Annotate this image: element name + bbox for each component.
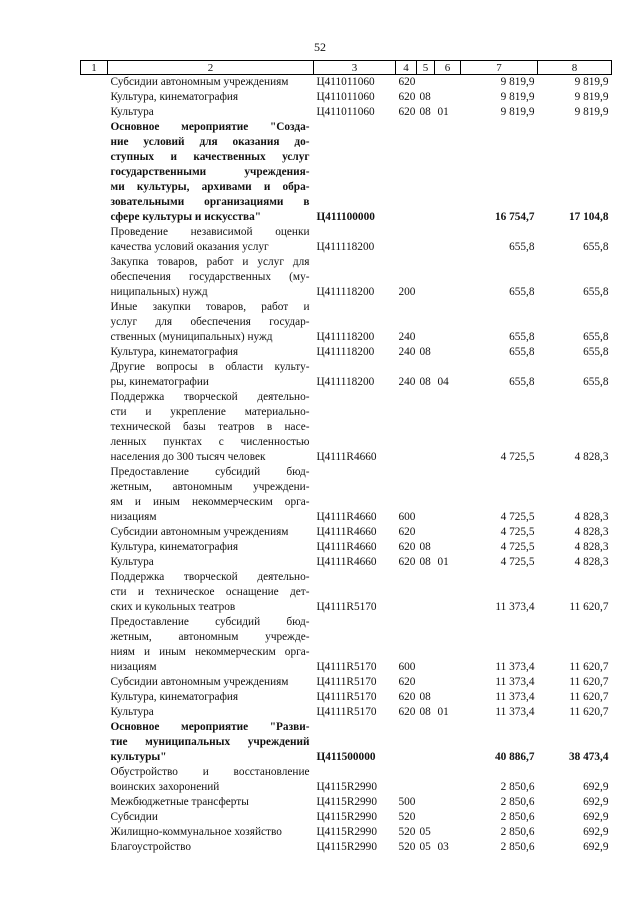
col-index-cell bbox=[81, 825, 108, 840]
row-code: Ц411011060 bbox=[316, 106, 375, 118]
row-col4: 240 bbox=[398, 376, 416, 388]
row-col4 bbox=[396, 720, 417, 765]
header-cell-4: 4 bbox=[396, 61, 417, 75]
row-value-7: 40 886,7 bbox=[494, 751, 535, 763]
row-col6 bbox=[435, 120, 461, 225]
row-value-7: 4 725,5 bbox=[500, 541, 535, 553]
row-col4: 620 bbox=[398, 541, 416, 553]
row-code: Ц4111R4660 bbox=[316, 511, 377, 523]
row-value-8: 655,8 bbox=[583, 241, 609, 253]
row-col5 bbox=[417, 720, 435, 765]
row-value-7: 655,8 bbox=[509, 346, 535, 358]
row-value-8: 692,9 bbox=[583, 811, 609, 823]
row-col6: 01 bbox=[437, 106, 449, 118]
row-col4 bbox=[396, 225, 417, 255]
row-col5: 08 bbox=[419, 541, 431, 553]
row-value-8: 38 473,4 bbox=[568, 751, 609, 763]
table-row bbox=[81, 525, 612, 540]
col-index-cell bbox=[81, 525, 108, 540]
row-value-8: 4 828,3 bbox=[574, 556, 609, 568]
row-value-7: 9 819,9 bbox=[500, 76, 535, 88]
row-value-8: 655,8 bbox=[583, 286, 609, 298]
table-row bbox=[81, 840, 612, 855]
row-value-8: 11 620,7 bbox=[569, 706, 609, 718]
row-col4: 620 bbox=[398, 91, 416, 103]
col-index-cell bbox=[81, 705, 108, 720]
row-name bbox=[108, 525, 314, 540]
table-body bbox=[81, 75, 612, 856]
row-code: Ц411011060 bbox=[316, 91, 375, 103]
row-name-line: Субсидии автономным учреждениям bbox=[110, 526, 289, 538]
col-index-cell bbox=[81, 255, 108, 300]
row-col4: 600 bbox=[398, 511, 416, 523]
row-col5 bbox=[417, 810, 435, 825]
row-value-8: 692,9 bbox=[583, 781, 609, 793]
row-name-line: Субсидии bbox=[110, 811, 158, 823]
row-name-line: сфере культуры и искусства" bbox=[110, 211, 261, 223]
row-value-8: 4 828,3 bbox=[574, 511, 609, 523]
row-value-8: 692,9 bbox=[583, 841, 609, 853]
row-value-7: 2 850,6 bbox=[500, 826, 535, 838]
row-name-line: Проведение независимой оценки bbox=[110, 226, 310, 238]
row-name bbox=[108, 345, 314, 360]
row-col5: 05 bbox=[419, 826, 431, 838]
row-col5 bbox=[417, 225, 435, 255]
row-value-8: 692,9 bbox=[583, 826, 609, 838]
row-col5: 05 bbox=[419, 841, 431, 853]
col-index-cell bbox=[81, 615, 108, 675]
row-name-line: Основное мероприятие "Разви- bbox=[110, 721, 310, 733]
col-index-cell bbox=[81, 465, 108, 525]
col-index-cell bbox=[81, 570, 108, 615]
row-code: Ц411118200 bbox=[316, 376, 375, 388]
row-value-7: 655,8 bbox=[509, 331, 535, 343]
row-value-7: 655,8 bbox=[509, 376, 535, 388]
col-index-cell bbox=[81, 840, 108, 855]
row-col5 bbox=[417, 75, 435, 91]
row-name-line: государственными учреждения- bbox=[110, 166, 310, 178]
row-name bbox=[108, 810, 314, 825]
header-cell-8: 8 bbox=[538, 61, 612, 75]
row-name-line: воинских захоронений bbox=[110, 781, 220, 793]
row-value-8: 11 620,7 bbox=[569, 601, 609, 613]
col-index-cell bbox=[81, 690, 108, 705]
header-cell-5: 5 bbox=[417, 61, 435, 75]
table-row bbox=[81, 465, 612, 525]
row-col4: 620 bbox=[398, 676, 416, 688]
row-name-line: низациям bbox=[110, 661, 157, 673]
table-row bbox=[81, 90, 612, 105]
row-col6 bbox=[435, 675, 461, 690]
row-col5: 08 bbox=[419, 91, 431, 103]
row-col5 bbox=[417, 255, 435, 300]
row-code: Ц4111R4660 bbox=[316, 451, 377, 463]
row-value-7: 2 850,6 bbox=[500, 811, 535, 823]
row-name-line: Культура bbox=[110, 706, 154, 718]
row-name-line: тие муниципальных учреждений bbox=[110, 736, 310, 748]
col-index-cell bbox=[81, 75, 108, 91]
row-name-line: Закупка товаров, работ и услуг для bbox=[110, 256, 310, 268]
row-code: Ц4115R2990 bbox=[316, 841, 377, 853]
row-col6: 01 bbox=[437, 556, 449, 568]
table-row bbox=[81, 120, 612, 225]
table-row bbox=[81, 345, 612, 360]
row-name-line: Основное мероприятие "Созда- bbox=[110, 121, 310, 133]
row-name-line: Культура, кинематография bbox=[110, 91, 239, 103]
row-name-line: качества условий оказания услуг bbox=[110, 241, 269, 253]
row-name bbox=[108, 720, 314, 765]
row-col6 bbox=[435, 765, 461, 795]
row-col4: 200 bbox=[398, 286, 416, 298]
row-col6 bbox=[435, 255, 461, 300]
row-col6 bbox=[435, 795, 461, 810]
table-row bbox=[81, 615, 612, 675]
row-col4: 520 bbox=[398, 826, 416, 838]
row-code: Ц4111R4660 bbox=[316, 556, 377, 568]
row-col5 bbox=[417, 795, 435, 810]
row-col5 bbox=[417, 300, 435, 345]
row-value-7: 11 373,4 bbox=[495, 661, 535, 673]
row-col5 bbox=[417, 390, 435, 465]
row-value-8: 655,8 bbox=[583, 346, 609, 358]
row-name bbox=[108, 765, 314, 795]
row-col5 bbox=[417, 570, 435, 615]
page-number: 52 bbox=[314, 40, 326, 54]
row-value-7: 16 754,7 bbox=[494, 211, 535, 223]
header-cell-2: 2 bbox=[108, 61, 314, 75]
table-header bbox=[81, 61, 612, 75]
row-value-8: 4 828,3 bbox=[574, 451, 609, 463]
table-row bbox=[81, 360, 612, 390]
row-value-8: 11 620,7 bbox=[569, 676, 609, 688]
row-code: Ц4111R5170 bbox=[316, 691, 377, 703]
row-col6 bbox=[435, 720, 461, 765]
row-value-7: 655,8 bbox=[509, 241, 535, 253]
row-col5 bbox=[417, 765, 435, 795]
row-name bbox=[108, 795, 314, 810]
table-row bbox=[81, 795, 612, 810]
row-col6 bbox=[435, 540, 461, 555]
row-col4: 520 bbox=[398, 841, 416, 853]
row-name-line: жетным, автономным учреждени- bbox=[110, 481, 310, 493]
row-name-line: Поддержка творческой деятельно- bbox=[110, 571, 310, 583]
row-code: Ц411118200 bbox=[316, 241, 375, 253]
row-col5: 08 bbox=[419, 106, 431, 118]
row-col6 bbox=[435, 300, 461, 345]
row-name bbox=[108, 570, 314, 615]
row-col4: 520 bbox=[398, 811, 416, 823]
row-col6 bbox=[435, 345, 461, 360]
row-col4: 620 bbox=[398, 691, 416, 703]
row-col6 bbox=[435, 90, 461, 105]
row-name-line: ми культуры, архивами и обра- bbox=[110, 181, 310, 193]
col-index-cell bbox=[81, 390, 108, 465]
row-name-line: жетным, автономным учрежде- bbox=[110, 631, 310, 643]
row-name-line: ступных и качественных услуг bbox=[110, 151, 310, 163]
row-value-8: 655,8 bbox=[583, 331, 609, 343]
row-name bbox=[108, 465, 314, 525]
row-code: Ц4111R5170 bbox=[316, 601, 377, 613]
row-col4: 620 bbox=[398, 106, 416, 118]
row-value-8: 9 819,9 bbox=[574, 106, 609, 118]
row-value-7: 4 725,5 bbox=[500, 556, 535, 568]
row-name-line: населения до 300 тысяч человек bbox=[110, 451, 266, 463]
row-col6: 04 bbox=[437, 376, 449, 388]
row-name-line: Предоставление субсидий бюд- bbox=[110, 616, 310, 628]
row-name-line: сти и укрепление материально- bbox=[110, 406, 310, 418]
row-name bbox=[108, 615, 314, 675]
row-name-line: Культура bbox=[110, 106, 154, 118]
table-row bbox=[81, 765, 612, 795]
row-name-line: культуры" bbox=[110, 751, 167, 763]
row-code: Ц4115R2990 bbox=[316, 781, 377, 793]
row-col6 bbox=[435, 525, 461, 540]
row-col6 bbox=[435, 690, 461, 705]
row-name-line: сти и техническое оснащение дет- bbox=[110, 586, 310, 598]
budget-table bbox=[80, 60, 612, 855]
row-name bbox=[108, 75, 314, 91]
row-value-7: 2 850,6 bbox=[500, 781, 535, 793]
row-col6 bbox=[435, 810, 461, 825]
table-row bbox=[81, 225, 612, 255]
row-col6: 03 bbox=[437, 841, 449, 853]
row-name-line: обеспечения государственных (му- bbox=[110, 271, 310, 283]
col-index-cell bbox=[81, 90, 108, 105]
row-value-7: 4 725,5 bbox=[500, 526, 535, 538]
row-col6 bbox=[435, 225, 461, 255]
row-code: Ц411118200 bbox=[316, 346, 375, 358]
row-name-line: Межбюджетные трансферты bbox=[110, 796, 249, 808]
col-index-cell bbox=[81, 555, 108, 570]
row-name-line: Культура, кинематография bbox=[110, 691, 239, 703]
row-name bbox=[108, 300, 314, 345]
table-row bbox=[81, 555, 612, 570]
table-row bbox=[81, 300, 612, 345]
row-name-line: Благоустройство bbox=[110, 841, 191, 853]
row-name bbox=[108, 225, 314, 255]
row-value-7: 11 373,4 bbox=[495, 601, 535, 613]
col-index-cell bbox=[81, 225, 108, 255]
row-col4: 620 bbox=[398, 556, 416, 568]
row-col5: 08 bbox=[419, 556, 431, 568]
row-col4 bbox=[396, 390, 417, 465]
row-col5 bbox=[417, 525, 435, 540]
row-name-line: ям и иным некоммерческим орга- bbox=[110, 496, 310, 508]
row-name bbox=[108, 540, 314, 555]
row-col5 bbox=[417, 120, 435, 225]
row-value-7: 9 819,9 bbox=[500, 91, 535, 103]
row-name-line: Другие вопросы в области культу- bbox=[110, 361, 310, 373]
table-row bbox=[81, 705, 612, 720]
row-col6 bbox=[435, 615, 461, 675]
table-row bbox=[81, 570, 612, 615]
row-code: Ц4115R2990 bbox=[316, 796, 377, 808]
row-code: Ц4111R5170 bbox=[316, 706, 377, 718]
row-name bbox=[108, 705, 314, 720]
row-name-line: Субсидии автономным учреждениям bbox=[110, 76, 289, 88]
row-name-line: Иные закупки товаров, работ и bbox=[110, 301, 310, 313]
row-code: Ц411100000 bbox=[316, 211, 375, 223]
row-value-8: 11 620,7 bbox=[569, 661, 609, 673]
row-col5: 08 bbox=[419, 376, 431, 388]
row-code: Ц4111R4660 bbox=[316, 526, 377, 538]
row-value-8: 4 828,3 bbox=[574, 541, 609, 553]
row-name-line: услуг для обеспечения государ- bbox=[110, 316, 310, 328]
header-cell-6: 6 bbox=[435, 61, 461, 75]
row-value-8: 655,8 bbox=[583, 376, 609, 388]
row-name-line: ры, кинематографии bbox=[110, 376, 209, 388]
header-row bbox=[81, 61, 612, 75]
row-col6 bbox=[435, 75, 461, 91]
col-index-cell bbox=[81, 540, 108, 555]
row-name-line: ниям и иным некоммерческим орга- bbox=[110, 646, 310, 658]
col-index-cell bbox=[81, 765, 108, 795]
row-col4 bbox=[396, 765, 417, 795]
row-value-7: 2 850,6 bbox=[500, 841, 535, 853]
row-col5: 08 bbox=[419, 691, 431, 703]
row-code: Ц411118200 bbox=[316, 331, 375, 343]
table-row bbox=[81, 255, 612, 300]
table-row bbox=[81, 75, 612, 91]
row-name bbox=[108, 105, 314, 120]
row-name-line: ственных (муниципальных) нужд bbox=[110, 331, 273, 343]
table-row bbox=[81, 540, 612, 555]
row-name-line: ниципальных) нужд bbox=[110, 286, 208, 298]
header-cell-7: 7 bbox=[461, 61, 538, 75]
table-row bbox=[81, 105, 612, 120]
row-col4: 240 bbox=[398, 346, 416, 358]
col-index-cell bbox=[81, 300, 108, 345]
col-index-cell bbox=[81, 120, 108, 225]
row-col4: 500 bbox=[398, 796, 416, 808]
col-index-cell bbox=[81, 345, 108, 360]
row-name-line: зовательными организациями в bbox=[110, 196, 310, 208]
header-cell-3: 3 bbox=[314, 61, 396, 75]
row-code: Ц411118200 bbox=[316, 286, 375, 298]
row-name-line: Предоставление субсидий бюд- bbox=[110, 466, 310, 478]
row-col6 bbox=[435, 390, 461, 465]
row-name-line: Субсидии автономным учреждениям bbox=[110, 676, 289, 688]
row-value-7: 11 373,4 bbox=[495, 691, 535, 703]
row-col4: 600 bbox=[398, 661, 416, 673]
row-name-line: Жилищно-коммунальное хозяйство bbox=[110, 826, 282, 838]
row-name bbox=[108, 255, 314, 300]
header-cell-1: 1 bbox=[81, 61, 108, 75]
row-value-7: 655,8 bbox=[509, 286, 535, 298]
row-value-7: 2 850,6 bbox=[500, 796, 535, 808]
row-name-line: ских и кукольных театров bbox=[110, 601, 236, 613]
row-name bbox=[108, 90, 314, 105]
col-index-cell bbox=[81, 360, 108, 390]
table-row bbox=[81, 675, 612, 690]
table-row bbox=[81, 825, 612, 840]
row-code: Ц411500000 bbox=[316, 751, 376, 763]
row-name bbox=[108, 690, 314, 705]
row-name-line: технической базы театров в насе- bbox=[110, 421, 310, 433]
row-code: Ц4115R2990 bbox=[316, 826, 377, 838]
row-name bbox=[108, 120, 314, 225]
row-col4: 620 bbox=[398, 706, 416, 718]
row-name-line: Культура, кинематография bbox=[110, 346, 239, 358]
row-value-7: 11 373,4 bbox=[495, 676, 535, 688]
row-col5: 08 bbox=[419, 706, 431, 718]
col-index-cell bbox=[81, 795, 108, 810]
row-value-7: 4 725,5 bbox=[500, 511, 535, 523]
row-col4: 620 bbox=[398, 526, 416, 538]
row-col4 bbox=[396, 570, 417, 615]
row-value-7: 11 373,4 bbox=[495, 706, 535, 718]
col-index-cell bbox=[81, 720, 108, 765]
row-value-8: 17 104,8 bbox=[568, 211, 609, 223]
row-name bbox=[108, 675, 314, 690]
row-value-7: 4 725,5 bbox=[500, 451, 535, 463]
row-value-8: 9 819,9 bbox=[574, 76, 609, 88]
col-index-cell bbox=[81, 675, 108, 690]
table-row bbox=[81, 690, 612, 705]
row-value-7: 9 819,9 bbox=[500, 106, 535, 118]
row-col5 bbox=[417, 615, 435, 675]
row-value-8: 9 819,9 bbox=[574, 91, 609, 103]
row-name bbox=[108, 360, 314, 390]
row-name-line: Культура bbox=[110, 556, 154, 568]
row-col6 bbox=[435, 465, 461, 525]
row-name-line: низациям bbox=[110, 511, 157, 523]
row-col5 bbox=[417, 675, 435, 690]
row-col6 bbox=[435, 825, 461, 840]
row-name-line: ленных пунктах с численностью bbox=[110, 436, 310, 448]
row-col6 bbox=[435, 570, 461, 615]
row-name bbox=[108, 390, 314, 465]
table-row bbox=[81, 810, 612, 825]
row-name-line: Культура, кинематография bbox=[110, 541, 239, 553]
row-col4: 620 bbox=[398, 76, 416, 88]
col-index-cell bbox=[81, 105, 108, 120]
table-row bbox=[81, 720, 612, 765]
row-value-8: 11 620,7 bbox=[569, 691, 609, 703]
col-index-cell bbox=[81, 810, 108, 825]
row-name bbox=[108, 825, 314, 840]
row-name-line: ние условий для оказания до- bbox=[110, 136, 310, 148]
row-col4: 240 bbox=[398, 331, 416, 343]
row-name bbox=[108, 840, 314, 855]
row-name-line: Обустройство и восстановление bbox=[110, 766, 310, 778]
row-col5: 08 bbox=[419, 346, 431, 358]
row-col5 bbox=[417, 465, 435, 525]
row-value-8: 4 828,3 bbox=[574, 526, 609, 538]
row-name-line: Поддержка творческой деятельно- bbox=[110, 391, 310, 403]
row-value-8: 692,9 bbox=[583, 796, 609, 808]
row-code: Ц4111R5170 bbox=[316, 676, 377, 688]
row-col4 bbox=[396, 120, 417, 225]
row-col6: 01 bbox=[437, 706, 449, 718]
table-row bbox=[81, 390, 612, 465]
row-code: Ц411011060 bbox=[316, 76, 375, 88]
row-code: Ц4115R2990 bbox=[316, 811, 377, 823]
row-code: Ц4111R5170 bbox=[316, 661, 377, 673]
row-name bbox=[108, 555, 314, 570]
row-code: Ц4111R4660 bbox=[316, 541, 377, 553]
